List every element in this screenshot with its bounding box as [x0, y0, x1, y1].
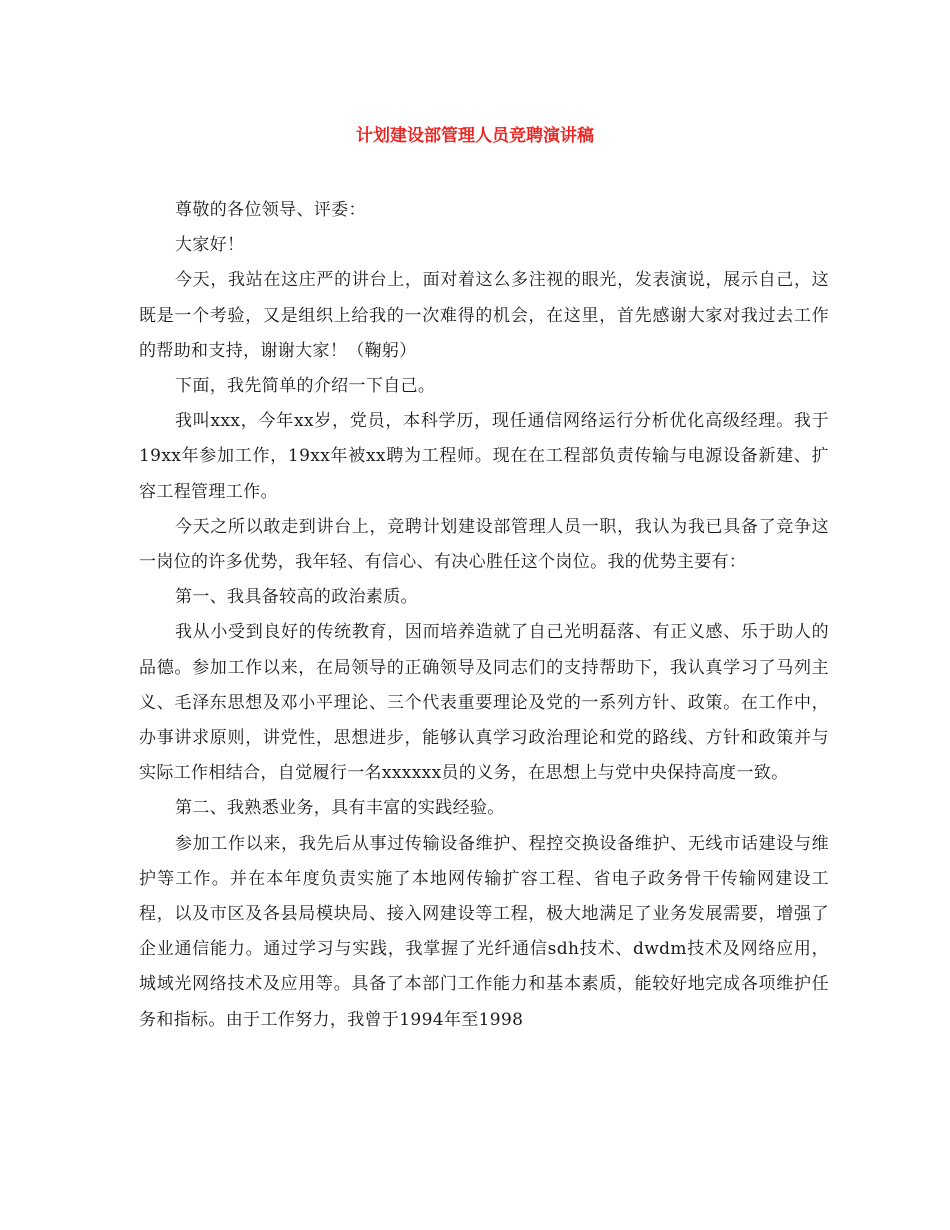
experience-paragraph: 参加工作以来，我先后从事过传输设备维护、程控交换设备维护、无线市话建设与维护等工作。并在本年度负责实施了本地网传输扩容工程、省电子政务骨干传输网建设工程，以及市区及各县局模块局、接入网建设等工程，极大地满足了业务发展需要，增强了企业通信能力。通过学习与实践，我掌握了光纤通信sdh技术、dwdm技术及网络应用，城域光网络技术及应用等。具备了本部门工作能力和基本素质，能较好地完成各项维护任务和指标。由于工作努力，我曾于1994年至1998	[139, 833, 829, 1030]
political-paragraph: 我从小受到良好的传统教育，因而培养造就了自己光明磊落、有正义感、乐于助人的品德。参加工作以来，在局领导的正确领导及同志们的支持帮助下，我认真学习了马列主义、毛泽东思想及邓小平理论、三个代表重要理论及党的一系列方针、政策。在工作中，办事讲求原则，讲党性，思想进步，能够认真学习政治理论和党的路线、方针和政策并与实际工作相结合，自觉履行一名xxxxxx员的义务，在思想上与党中央保持高度一致。	[139, 622, 829, 784]
section-heading-experience: 第二、我熟悉业务，具有丰富的实践经验。	[175, 798, 505, 819]
motivation-paragraph: 今天之所以敢走到讲台上，竞聘计划建设部管理人员一职，我认为我已具备了竞争这一岗位的许多优势，我年轻、有信心、有决心胜任这个岗位。我的优势主要有：	[139, 516, 829, 573]
greeting-paragraph: 大家好！	[175, 235, 245, 256]
document-title: 计划建设部管理人员竞聘演讲稿	[356, 126, 594, 146]
section-heading-political: 第一、我具备较高的政治素质。	[175, 587, 418, 608]
self-introduction-paragraph: 我叫xxx，今年xx岁，党员，本科学历，现任通信网络运行分析优化高级经理。我于19xx年参加工作，19xx年被xx聘为工程师。现在在工程部负责传输与电源设备新建、扩容工程管理工作。	[139, 411, 829, 502]
document-body	[139, 193, 829, 1038]
intro-paragraph: 下面，我先简单的介绍一下自己。	[175, 376, 436, 397]
opening-paragraph: 今天，我站在这庄严的讲台上，面对着这么多注视的眼光，发表演说，展示自己，这既是一个考验，又是组织上给我的一次难得的机会，在这里，首先感谢大家对我过去工作的帮助和支持，谢谢大家！（鞠躬）	[139, 270, 829, 361]
salutation-paragraph: 尊敬的各位领导、评委：	[175, 200, 366, 220]
